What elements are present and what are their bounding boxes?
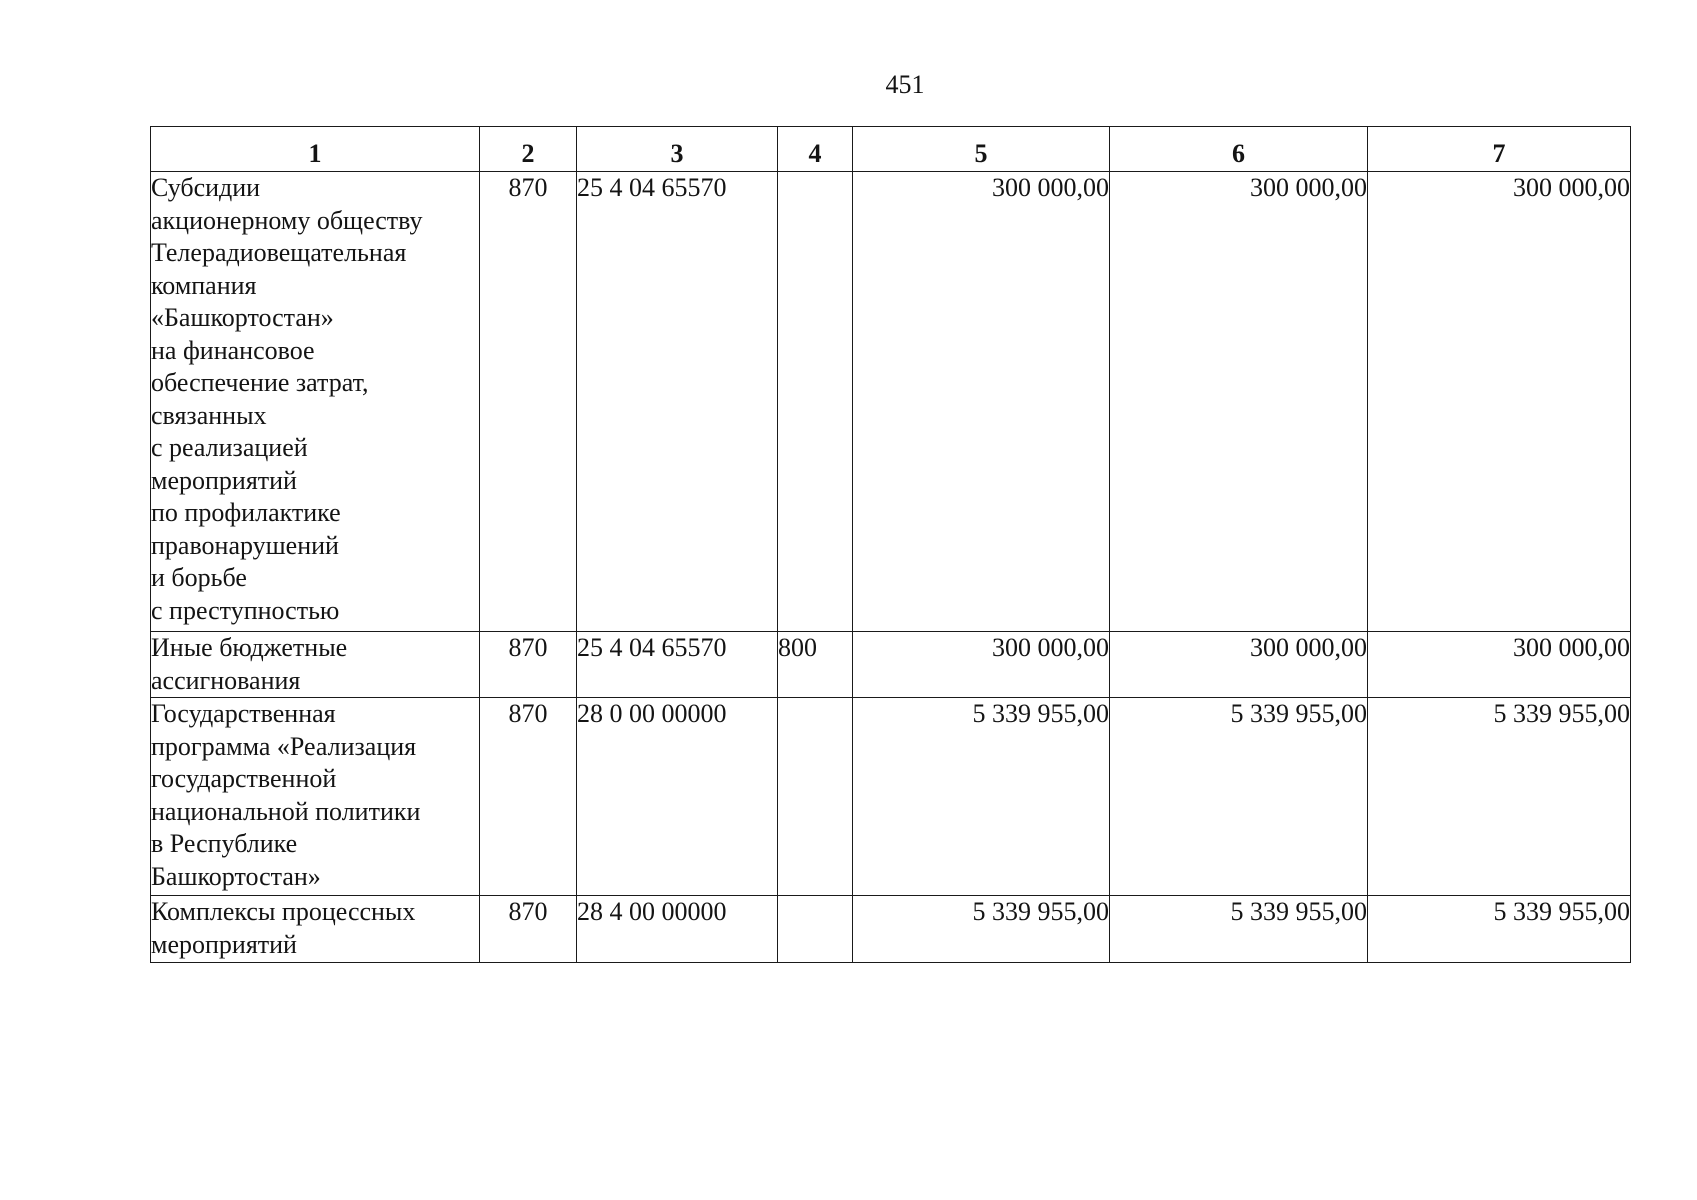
row-name-line: по профилактике bbox=[151, 498, 341, 527]
row-name-line: с преступностью bbox=[151, 595, 340, 625]
row-csr-cell: 25 4 04 65570 bbox=[577, 632, 778, 698]
table-row bbox=[151, 172, 1631, 632]
row-amount-7-cell: 300 000,00 bbox=[1368, 172, 1631, 632]
budget-table bbox=[150, 126, 1631, 963]
header-col-5: 5 bbox=[853, 127, 1110, 172]
row-type-cell bbox=[778, 896, 853, 963]
row-amount-7-cell: 5 339 955,00 bbox=[1368, 698, 1631, 896]
row-name-line: Субсидии bbox=[151, 173, 261, 202]
row-name-line: правонарушений bbox=[151, 530, 339, 560]
row-amount-6-cell: 5 339 955,00 bbox=[1110, 896, 1368, 963]
row-code-cell: 870 bbox=[480, 698, 577, 896]
row-amount-5-cell: 5 339 955,00 bbox=[853, 896, 1110, 963]
row-code-cell: 870 bbox=[480, 632, 577, 698]
row-name-line: Иные бюджетные bbox=[151, 633, 348, 662]
row-name-line: компания bbox=[151, 270, 257, 300]
row-type-cell bbox=[778, 172, 853, 632]
row-amount-5-cell: 300 000,00 bbox=[853, 632, 1110, 698]
row-name-line: связанных bbox=[151, 400, 267, 430]
row-name-cell bbox=[151, 698, 480, 896]
row-csr-cell: 28 4 00 00000 bbox=[577, 896, 778, 963]
row-name-line: программа «Реализация bbox=[151, 731, 417, 761]
row-type-cell: 800 bbox=[778, 632, 853, 698]
row-name-line: на финансовое bbox=[151, 335, 315, 365]
table-row bbox=[151, 698, 1631, 896]
row-name-line: мероприятий bbox=[151, 465, 297, 495]
row-name-line: и борьбе bbox=[151, 563, 247, 592]
row-amount-5-cell: 5 339 955,00 bbox=[853, 698, 1110, 896]
row-name-line: мероприятий bbox=[151, 929, 297, 959]
row-name-cell bbox=[151, 896, 480, 963]
header-col-6: 6 bbox=[1110, 127, 1368, 172]
row-name-line: национальной политики bbox=[151, 796, 421, 826]
row-amount-6-cell: 5 339 955,00 bbox=[1110, 698, 1368, 896]
row-csr-cell: 25 4 04 65570 bbox=[577, 172, 778, 632]
row-amount-6-cell: 300 000,00 bbox=[1110, 172, 1368, 632]
header-col-3: 3 bbox=[577, 127, 778, 172]
row-name-line: Башкортостан» bbox=[151, 861, 321, 891]
header-col-4: 4 bbox=[778, 127, 853, 172]
page-number: 451 bbox=[885, 70, 925, 99]
row-amount-7-cell: 5 339 955,00 bbox=[1368, 896, 1631, 963]
row-name-line: ассигнования bbox=[151, 665, 301, 695]
row-name-line: Государственная bbox=[151, 699, 336, 728]
header-col-2: 2 bbox=[480, 127, 577, 172]
header-row bbox=[151, 127, 1631, 172]
row-name-cell bbox=[151, 632, 480, 698]
header-col-7: 7 bbox=[1368, 127, 1631, 172]
row-amount-5-cell: 300 000,00 bbox=[853, 172, 1110, 632]
row-name-cell bbox=[151, 172, 480, 632]
row-name-line: акционерному обществу bbox=[151, 205, 423, 235]
row-name-line: с реализацией bbox=[151, 433, 308, 462]
table-row bbox=[151, 632, 1631, 698]
row-name-line: «Башкортостан» bbox=[151, 303, 334, 332]
row-csr-cell: 28 0 00 00000 bbox=[577, 698, 778, 896]
header-col-1: 1 bbox=[151, 127, 480, 172]
row-name-line: обеспечение затрат, bbox=[151, 368, 369, 397]
row-amount-6-cell: 300 000,00 bbox=[1110, 632, 1368, 698]
row-code-cell: 870 bbox=[480, 896, 577, 963]
row-name-line: Телерадиовещательная bbox=[151, 238, 407, 267]
row-name-line: государственной bbox=[151, 764, 337, 793]
row-code-cell: 870 bbox=[480, 172, 577, 632]
row-type-cell bbox=[778, 698, 853, 896]
row-amount-7-cell: 300 000,00 bbox=[1368, 632, 1631, 698]
table-row bbox=[151, 896, 1631, 963]
row-name-line: в Республике bbox=[151, 829, 298, 858]
row-name-line: Комплексы процессных bbox=[151, 897, 416, 926]
